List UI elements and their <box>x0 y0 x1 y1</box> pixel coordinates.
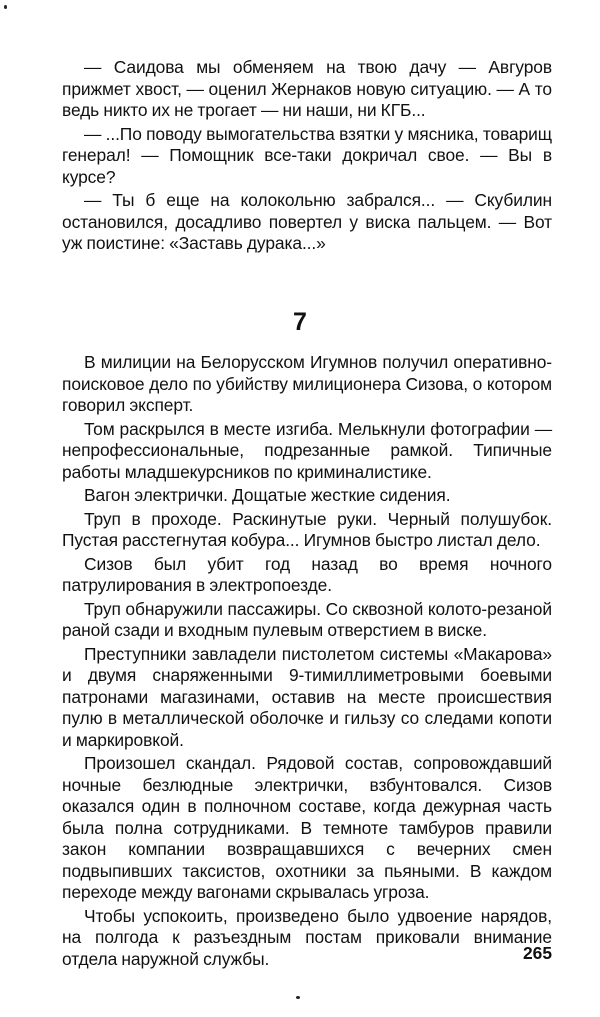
print-speck <box>296 996 300 999</box>
body-paragraph: Вагон электрички. Дощатые жесткие сидения. <box>84 485 451 505</box>
body-paragraph: В милиции на Белорусском Игумнов получил оперативно-поисковое дело по убийству милиционера Сизова, о котором говорил эксперт. <box>62 352 552 415</box>
dialogue-paragraph: — ...По поводу вымогательства взятки у мясника, товарищ генерал! — Помощник все-таки докричал свое. — Вы в курсе? <box>62 123 552 187</box>
body-paragraph: Труп в проходе. Раскинутые руки. Черный полушубок. Пустая расстегнутая кобура... Игумнов быстро листал дело. <box>62 508 552 550</box>
body-paragraph: Том раскрылся в месте изгиба. Мелькнули фотографии — непрофессиональные, подрезанные рамкой. Типичные работы младшекурсников по криминалистике. <box>62 418 552 482</box>
print-speck <box>4 5 7 9</box>
page-number: 265 <box>522 943 552 963</box>
intro-dialogue <box>62 57 552 255</box>
body-paragraph: Труп обнаружили пассажиры. Со сквозной колото-резаной раной сзади и входным пулевым отверстием в виске. <box>62 598 552 640</box>
body-paragraph: Чтобы успокоить, произведено было удвоение нарядов, на полгода к разъездным постам приковали внимание отдела наружной службы. <box>62 905 552 969</box>
dialogue-paragraph: — Саидова мы обменяем на твою дачу — Авгуров прижмет хвост, — оценил Жернаков новую ситуацию. — А то ведь никто их не трогает — ни наши, ни КГБ... <box>62 57 552 120</box>
body-paragraph: Преступники завладели пистолетом системы «Макарова» и двумя снаряженными 9-тимиллиметровыми боевыми патронами магазинами, оставив на месте происшествия пулю в металлической оболочке и гильзу со следами копоти и маркировкой. <box>62 643 552 750</box>
body-paragraph: Сизов был убит год назад во время ночного патрулирования в электропоезде. <box>62 553 552 595</box>
chapter-body <box>62 352 552 970</box>
chapter-number: 7 <box>293 308 307 336</box>
body-paragraph: Произошел скандал. Рядовой состав, сопровождавший ночные безлюдные электрички, взбунтовался. Сизов оказался один в полночном составе, когда дежурная часть была полна сотрудниками. В темноте тамбуров правили закон компании возвращавшихся с вечерних смен подвыпивших таксистов, охотники за пьяными. В каждом переходе между вагонами скрывалась угроза. <box>62 753 552 902</box>
dialogue-paragraph: — Ты б еще на колокольню забрался... — Скубилин остановился, досадливо повертел у виска пальцем. — Вот уж поистине: «Заставь дурака...» <box>62 190 552 253</box>
